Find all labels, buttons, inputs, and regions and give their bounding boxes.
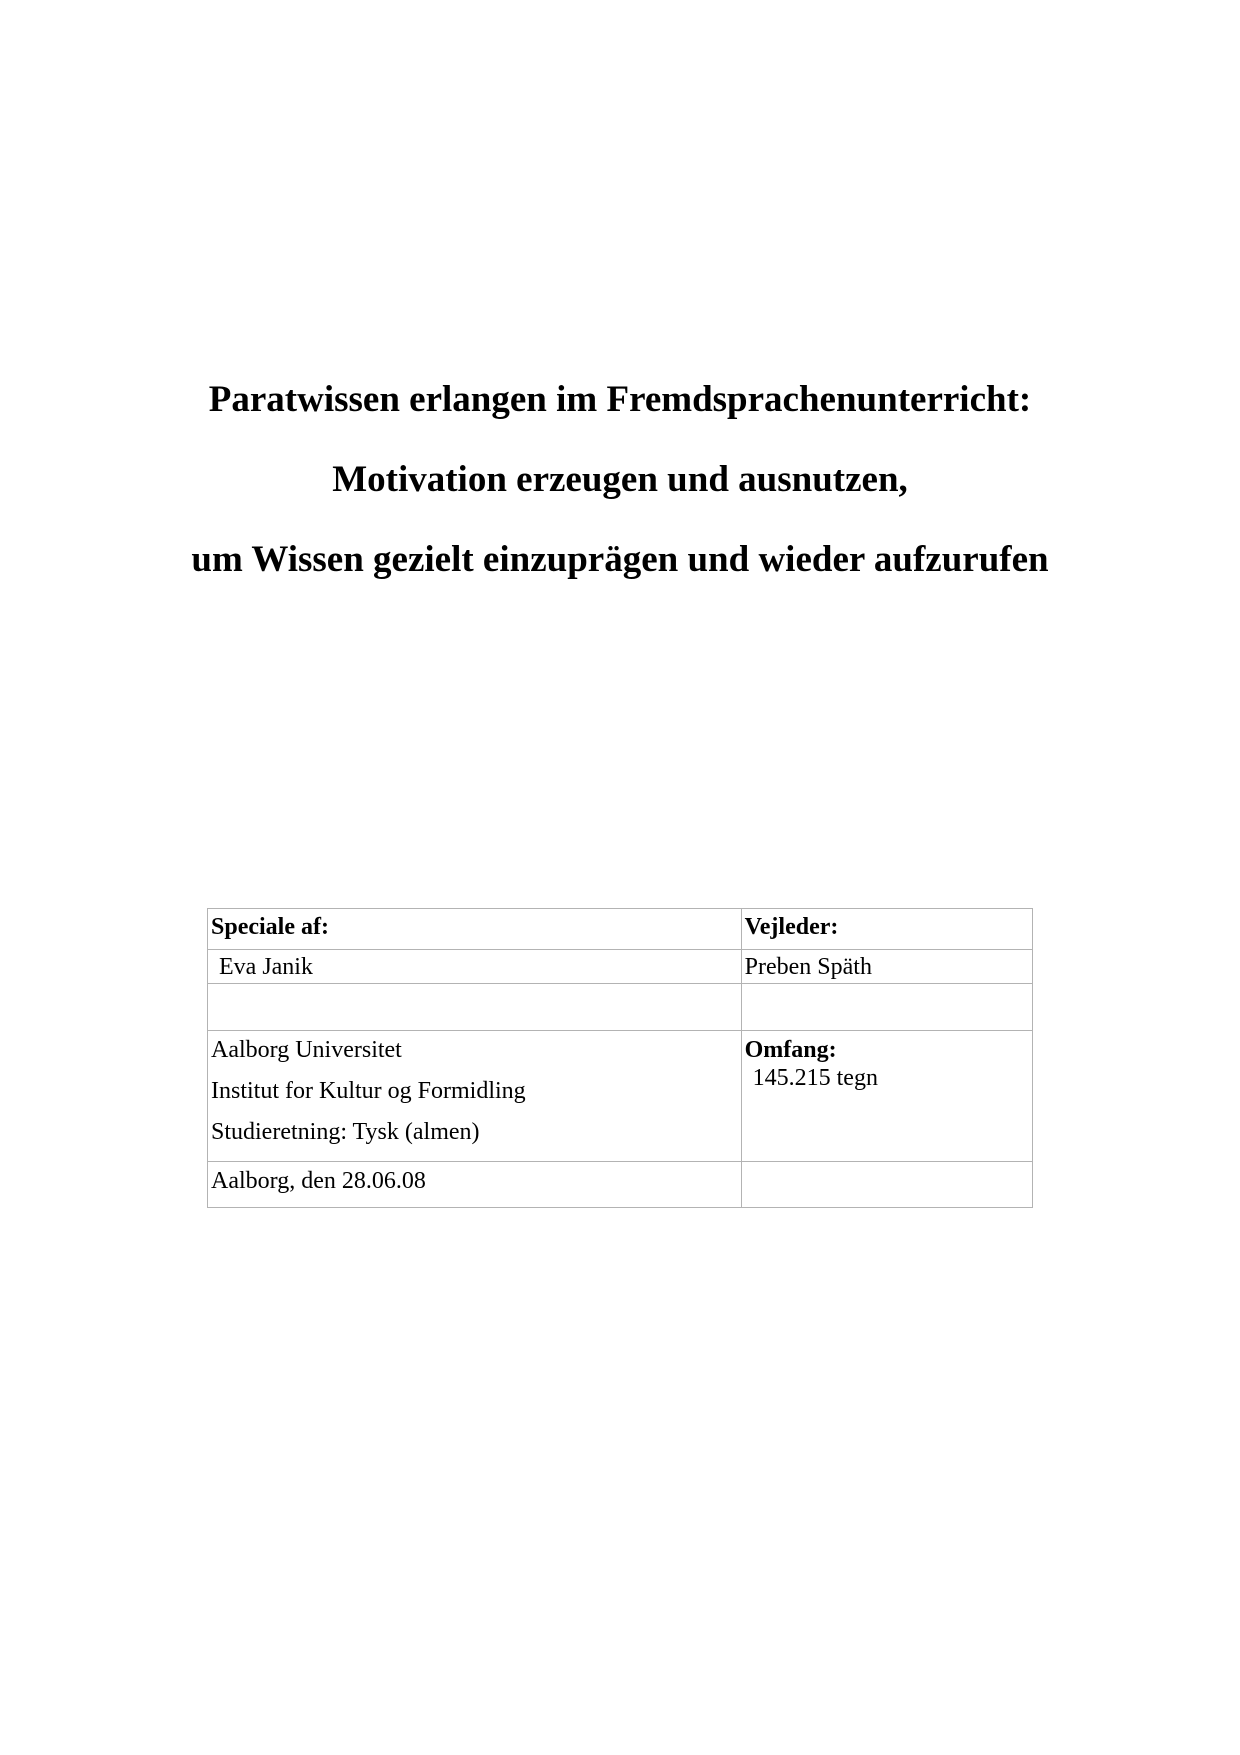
- author-label: Speciale af:: [208, 909, 742, 950]
- table-row: [208, 1162, 1033, 1208]
- table-row: [208, 950, 1033, 984]
- table-row: [208, 1031, 1033, 1162]
- institute-name: Institut for Kultur og Formidling: [211, 1078, 526, 1104]
- title-line-1: Paratwissen erlangen im Fremdsprachenunterricht:: [208, 379, 1032, 420]
- table-row: [208, 909, 1033, 950]
- empty-cell: [741, 984, 1032, 1031]
- study-program: Studieretning: Tysk (almen): [211, 1119, 480, 1145]
- empty-cell: [741, 1162, 1032, 1208]
- scope-cell: [741, 1031, 1032, 1162]
- university-name: Aalborg Universitet: [211, 1037, 402, 1063]
- author-name: Eva Janik: [219, 954, 313, 980]
- supervisor-name: Preben Späth: [741, 950, 1032, 984]
- institution-cell: [208, 1031, 742, 1162]
- title-line-3: um Wissen gezielt einzuprägen und wieder aufzurufen: [191, 539, 1049, 580]
- table-row: [208, 984, 1033, 1031]
- title-line-2: Motivation erzeugen und ausnutzen,: [332, 459, 908, 500]
- thesis-info-table: [207, 908, 1033, 1208]
- place-date: Aalborg, den 28.06.08: [208, 1162, 742, 1208]
- supervisor-label: Vejleder:: [741, 909, 1032, 950]
- empty-cell: [208, 984, 742, 1031]
- author-cell: [208, 950, 742, 984]
- scope-value: 145.215 tegn: [752, 1065, 878, 1091]
- scope-label: Omfang:: [744, 1037, 837, 1063]
